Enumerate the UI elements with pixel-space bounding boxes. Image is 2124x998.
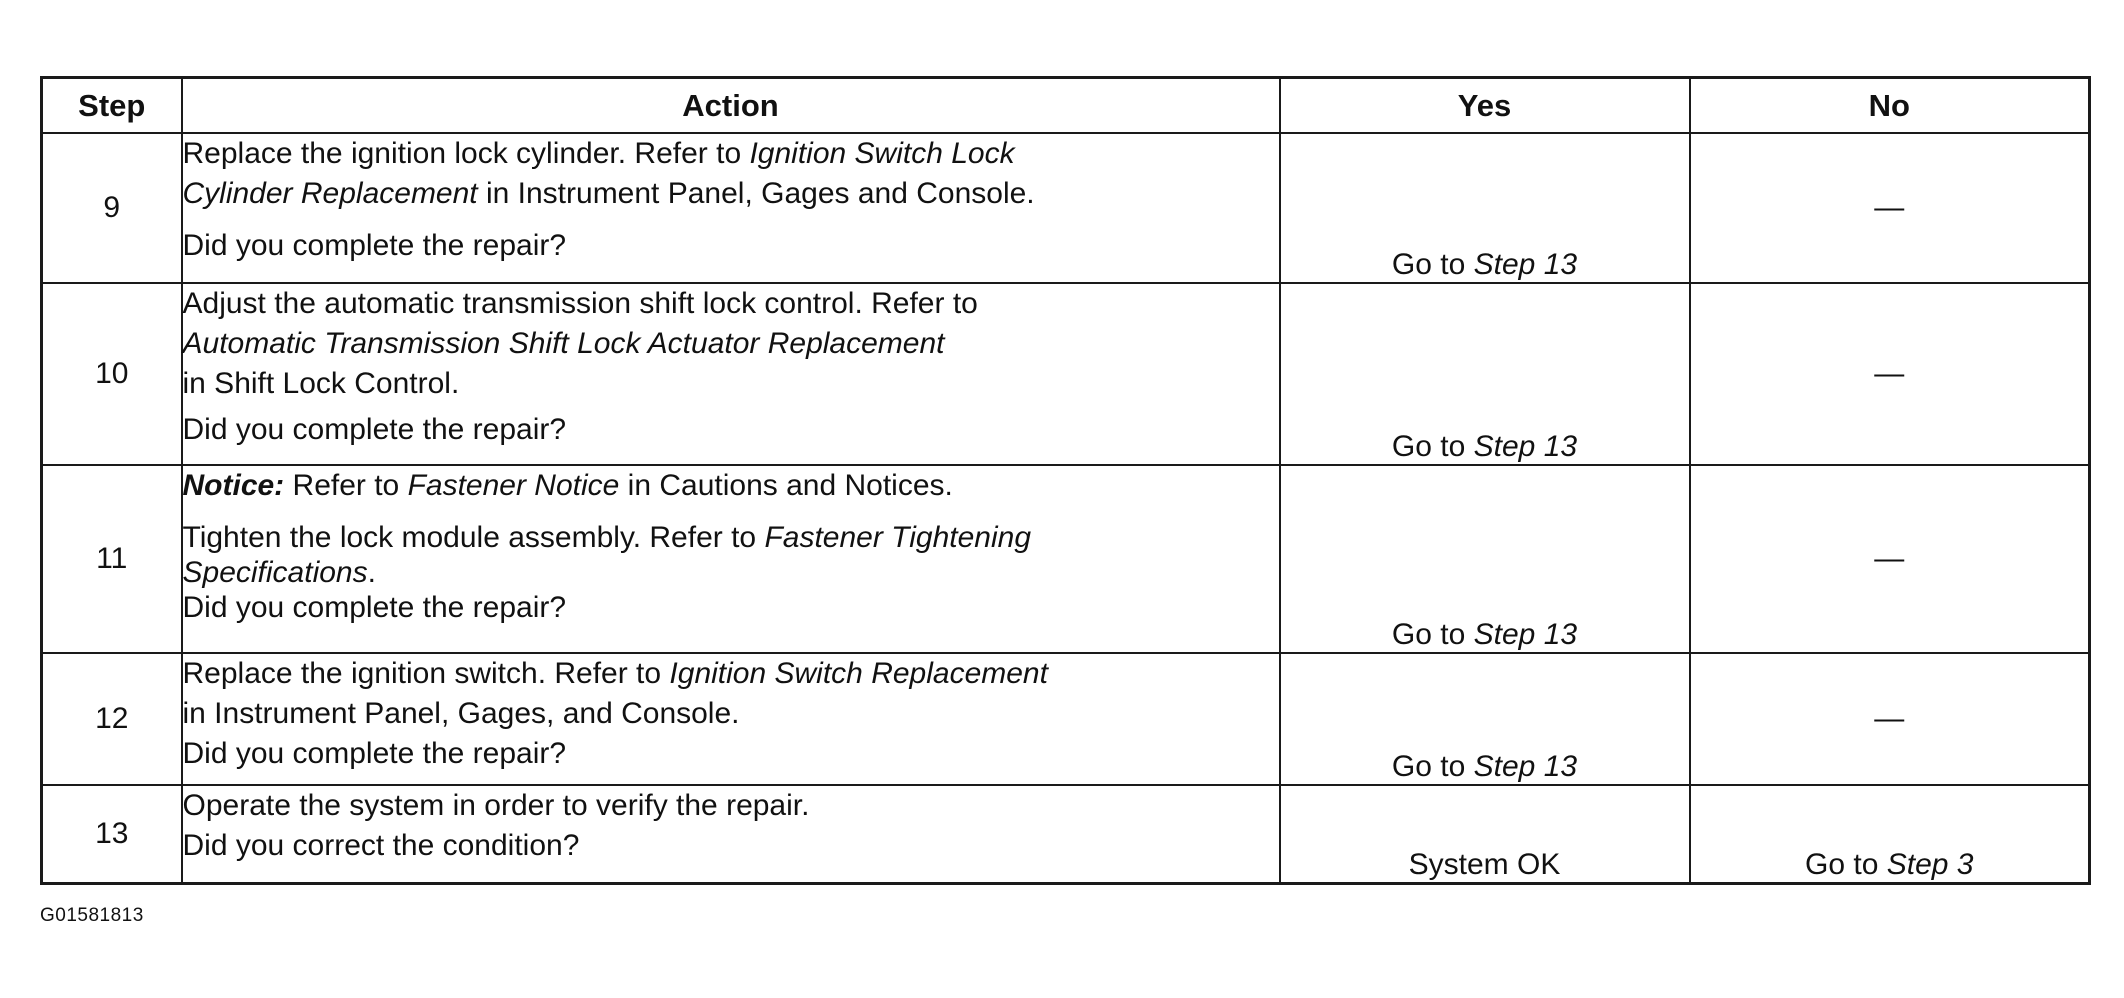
action-line: Replace the ignition lock cylinder. Refer to Ignition Switch Lock bbox=[182, 137, 1015, 170]
procedure-reference: Ignition Switch Lock bbox=[749, 137, 1015, 170]
yes-outcome: Go to Step 13 bbox=[1280, 133, 1690, 283]
step-number: 9 bbox=[42, 133, 182, 283]
table-row bbox=[42, 653, 2090, 785]
procedure-reference: Cylinder Replacement bbox=[182, 177, 478, 210]
action-question: Did you complete the repair? bbox=[182, 229, 567, 262]
step-reference: Step 13 bbox=[1473, 750, 1578, 783]
diagnostic-table bbox=[40, 76, 2091, 885]
action-line: Cylinder Replacement in Instrument Panel, Gages and Console. bbox=[182, 177, 1035, 210]
action-question: Did you complete the repair? bbox=[182, 591, 567, 624]
step-reference: Step 3 bbox=[1886, 847, 1974, 881]
header-yes: Yes bbox=[1280, 78, 1690, 134]
action-line: Operate the system in order to verify the repair. bbox=[182, 789, 810, 822]
no-outcome: Go to Step 3 bbox=[1690, 785, 2090, 883]
yes-outcome: Go to Step 13 bbox=[1280, 283, 1690, 465]
header-action: Action bbox=[182, 78, 1280, 134]
no-outcome bbox=[1690, 465, 2090, 653]
action-line: in Shift Lock Control. bbox=[182, 367, 460, 400]
step-number: 12 bbox=[42, 653, 182, 785]
action-question: Did you complete the repair? bbox=[182, 413, 567, 446]
notice-label: Notice: bbox=[182, 469, 285, 502]
step-number: 13 bbox=[42, 785, 182, 883]
header-no: No bbox=[1690, 78, 2090, 134]
action-line: in Instrument Panel, Gages, and Console. bbox=[182, 697, 740, 730]
table-header-row bbox=[42, 78, 2090, 134]
header-step: Step bbox=[42, 78, 182, 134]
action-question: Did you correct the condition? bbox=[182, 829, 580, 862]
empty-dash: — bbox=[1874, 191, 1905, 224]
figure-id: G01581813 bbox=[40, 905, 144, 926]
yes-outcome: Go to Step 13 bbox=[1280, 465, 1690, 653]
no-outcome bbox=[1690, 283, 2090, 465]
action-line: Replace the ignition switch. Refer to Ignition Switch Replacement bbox=[182, 657, 1048, 690]
yes-outcome: Go to Step 13 bbox=[1280, 653, 1690, 785]
step-reference: Step 13 bbox=[1473, 248, 1578, 281]
procedure-reference: Fastener Tightening bbox=[764, 521, 1032, 554]
notice-line: Notice: Refer to Fastener Notice in Cautions and Notices. bbox=[182, 469, 953, 502]
table-row bbox=[42, 133, 2090, 283]
procedure-reference: Specifications bbox=[182, 556, 368, 589]
step-reference: Step 13 bbox=[1473, 430, 1578, 463]
procedure-reference: Ignition Switch Replacement bbox=[669, 657, 1048, 690]
table-row bbox=[42, 785, 2090, 883]
no-outcome bbox=[1690, 133, 2090, 283]
action-cell bbox=[182, 653, 1280, 785]
empty-dash: — bbox=[1874, 542, 1905, 575]
table-row bbox=[42, 283, 2090, 465]
empty-dash: — bbox=[1874, 702, 1905, 735]
step-reference: Step 13 bbox=[1473, 618, 1578, 651]
action-line: Adjust the automatic transmission shift lock control. Refer to bbox=[182, 287, 978, 320]
action-cell bbox=[182, 785, 1280, 883]
table-row bbox=[42, 465, 2090, 653]
action-line: Specifications. bbox=[182, 556, 376, 589]
yes-outcome: System OK bbox=[1280, 785, 1690, 883]
action-cell bbox=[182, 133, 1280, 283]
action-cell bbox=[182, 465, 1280, 653]
empty-dash: — bbox=[1874, 357, 1905, 390]
action-question: Did you complete the repair? bbox=[182, 737, 567, 770]
action-cell bbox=[182, 283, 1280, 465]
step-number: 11 bbox=[42, 465, 182, 653]
action-line: Tighten the lock module assembly. Refer to Fastener Tightening bbox=[182, 521, 1032, 554]
procedure-reference: Automatic Transmission Shift Lock Actuator Replacement bbox=[182, 327, 945, 360]
no-outcome bbox=[1690, 653, 2090, 785]
procedure-reference: Fastener Notice bbox=[407, 469, 620, 502]
step-number: 10 bbox=[42, 283, 182, 465]
